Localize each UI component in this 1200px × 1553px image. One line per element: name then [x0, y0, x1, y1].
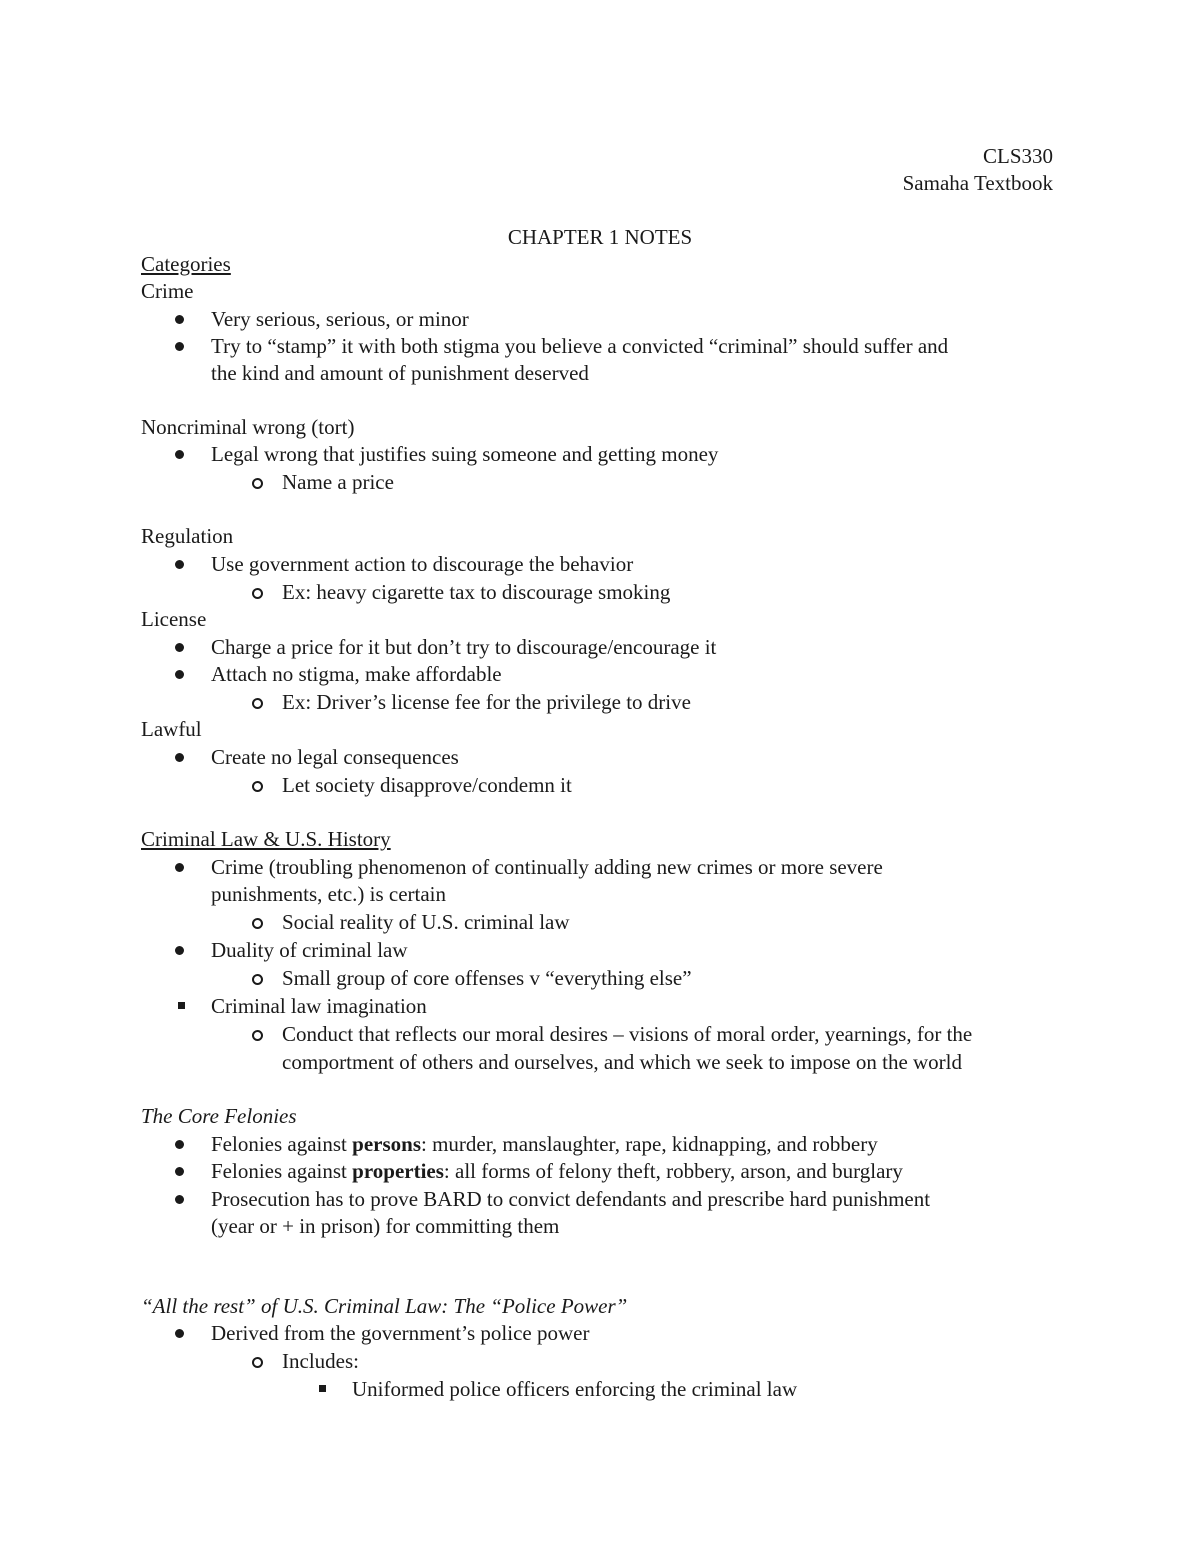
- note-line: Charge a price for it but don’t try to discourage/encourage it: [211, 635, 717, 659]
- bold-term: properties: [352, 1159, 444, 1183]
- note-line: Attach no stigma, make affordable: [211, 662, 502, 686]
- circle-bullet-icon: [252, 1357, 263, 1368]
- note-line: Prosecution has to prove BARD to convict defendants and prescribe hard punishment: [211, 1187, 931, 1211]
- note-line: Regulation: [141, 524, 234, 548]
- note-line: Try to “stamp” it with both stigma you believe a convicted “criminal” should suffer and: [211, 334, 949, 358]
- bullet-icon: [175, 560, 184, 569]
- bullet-icon: [175, 1167, 184, 1176]
- bullet-icon: [175, 342, 184, 351]
- bold-term: persons: [352, 1132, 422, 1156]
- bullet-icon: [175, 450, 184, 459]
- section-heading: Criminal Law & U.S. History: [141, 827, 391, 851]
- note-line: Small group of core offenses v “everything else”: [282, 966, 692, 990]
- page-title: CHAPTER 1 NOTES: [507, 225, 693, 249]
- circle-bullet-icon: [252, 918, 263, 929]
- circle-bullet-icon: [252, 974, 263, 985]
- section-heading: The Core Felonies: [141, 1104, 297, 1128]
- note-line: the kind and amount of punishment deserved: [211, 361, 589, 385]
- note-line: (year or + in prison) for committing them: [211, 1214, 560, 1238]
- note-line: Criminal law imagination: [211, 994, 427, 1018]
- note-line: Legal wrong that justifies suing someone and getting money: [211, 442, 719, 466]
- note-text: : murder, manslaughter, rape, kidnapping, and robbery: [421, 1132, 878, 1156]
- note-line: [211, 1158, 903, 1185]
- note-line: punishments, etc.) is certain: [211, 882, 447, 906]
- note-line: comportment of others and ourselves, and which we seek to impose on the world: [282, 1050, 963, 1074]
- bullet-icon: [175, 1329, 184, 1338]
- note-line: Uniformed police officers enforcing the criminal law: [352, 1377, 798, 1401]
- note-line: Ex: heavy cigarette tax to discourage smoking: [282, 580, 671, 604]
- note-line: Create no legal consequences: [211, 745, 459, 769]
- note-line: Noncriminal wrong (tort): [141, 415, 355, 439]
- note-text: : all forms of felony theft, robbery, arson, and burglary: [443, 1159, 903, 1183]
- note-line: Ex: Driver’s license fee for the privilege to drive: [282, 690, 691, 714]
- note-line: [211, 1131, 878, 1158]
- note-text: Felonies against: [211, 1132, 353, 1156]
- bullet-icon: [175, 863, 184, 872]
- bullet-icon: [175, 643, 184, 652]
- square-bullet-icon: [319, 1385, 326, 1392]
- bullet-icon: [175, 315, 184, 324]
- section-heading: Categories: [141, 252, 231, 276]
- circle-bullet-icon: [252, 588, 263, 599]
- note-line: Name a price: [282, 470, 394, 494]
- bullet-icon: [175, 1140, 184, 1149]
- note-line: Crime: [141, 279, 194, 303]
- circle-bullet-icon: [252, 478, 263, 489]
- note-line: Use government action to discourage the behavior: [211, 552, 634, 576]
- section-heading: “All the rest” of U.S. Criminal Law: The “Police Power”: [141, 1294, 628, 1318]
- note-line: License: [141, 607, 207, 631]
- note-line: Let society disapprove/condemn it: [282, 773, 572, 797]
- circle-bullet-icon: [252, 1030, 263, 1041]
- circle-bullet-icon: [252, 781, 263, 792]
- note-line: Derived from the government’s police power: [211, 1321, 590, 1345]
- bullet-icon: [175, 753, 184, 762]
- bullet-icon: [175, 946, 184, 955]
- circle-bullet-icon: [252, 698, 263, 709]
- note-line: Duality of criminal law: [211, 938, 408, 962]
- course-code: CLS330: [982, 144, 1053, 168]
- bullet-icon: [175, 1195, 184, 1204]
- note-line: Conduct that reflects our moral desires – visions of moral order, yearnings, for the: [282, 1022, 973, 1046]
- note-line: Lawful: [141, 717, 202, 741]
- note-line: Crime (troubling phenomenon of continually adding new crimes or more severe: [211, 855, 883, 879]
- note-line: Includes:: [282, 1349, 359, 1373]
- note-line: Very serious, serious, or minor: [211, 307, 469, 331]
- note-line: Social reality of U.S. criminal law: [282, 910, 570, 934]
- square-bullet-icon: [178, 1002, 185, 1009]
- textbook-source: Samaha Textbook: [902, 171, 1053, 195]
- note-text: Felonies against: [211, 1159, 353, 1183]
- bullet-icon: [175, 670, 184, 679]
